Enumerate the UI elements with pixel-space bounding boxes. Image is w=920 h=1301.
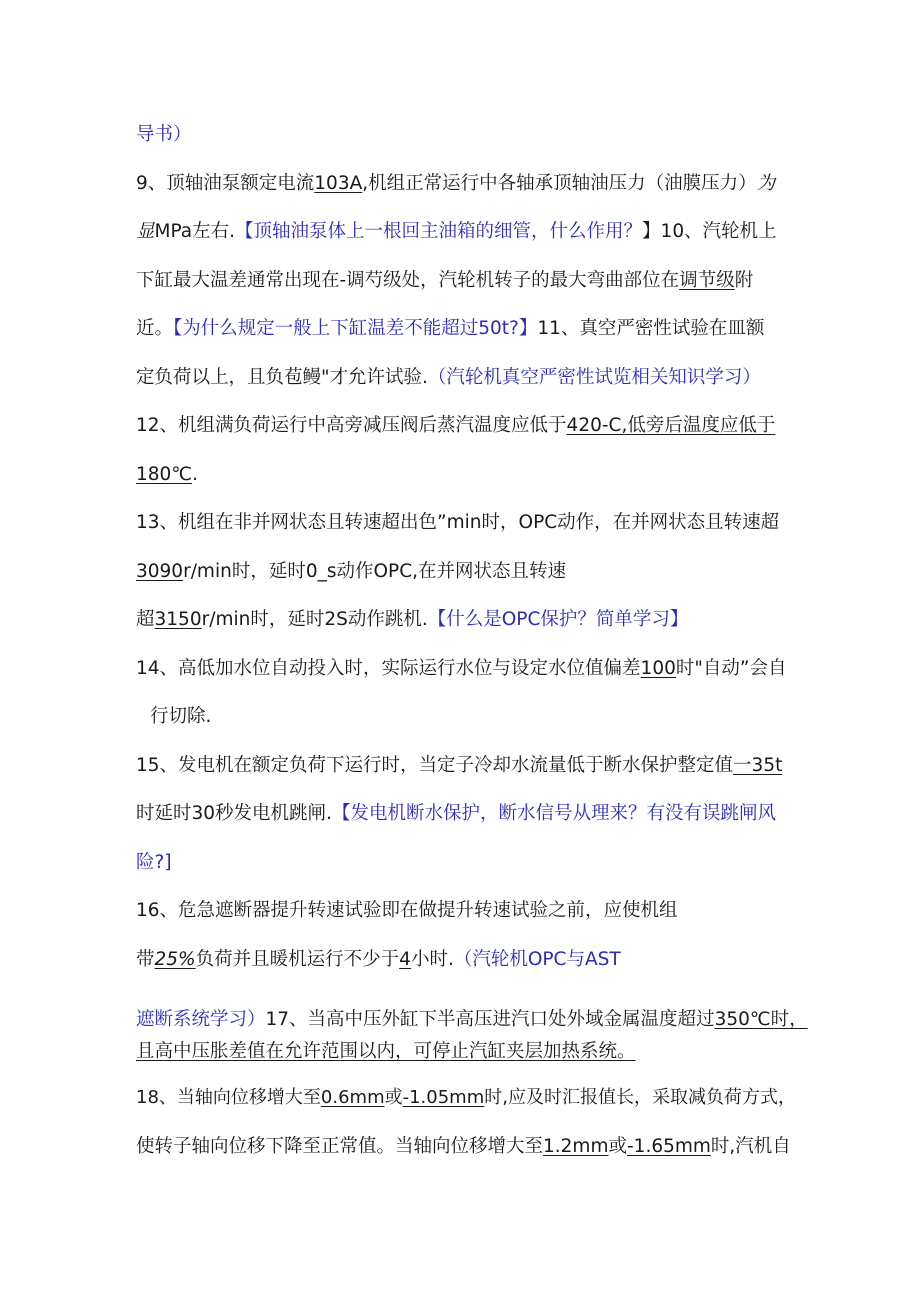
text-segment: r/min时，延时2S动作跳机.: [201, 609, 428, 630]
text-segment: 9、顶轴油泵额定电流: [136, 173, 315, 194]
underlined-value: -1.05mm: [402, 1087, 485, 1108]
text-segment: 小时.: [410, 949, 454, 970]
text-segment: 14、高低加水位自动投入时，实际运行水位与设定水位值偏差: [136, 658, 641, 679]
underlined-value: 3090: [136, 561, 184, 582]
blue-note: （汽轮机OPC与AST: [453, 949, 621, 970]
text-segment: r/min时，延时0_s动作OPC,在并网状态且转速: [183, 561, 566, 582]
line-9: [136, 510, 810, 536]
text-segment: 导书）: [136, 124, 192, 145]
line-5: [136, 316, 810, 342]
line-21: [136, 1085, 810, 1111]
text-segment: 定负荷以上，且负苞鳗"才允许试验.: [136, 367, 428, 388]
text-segment: 时延时30秒发电机跳闸.: [136, 803, 332, 824]
line-3: [136, 219, 810, 245]
line-19: [136, 1007, 810, 1033]
italic-text: 为: [756, 173, 776, 194]
line-4: [136, 268, 810, 294]
line-22: [136, 1134, 810, 1160]
underlined-value: 4: [399, 949, 411, 970]
line-6: [136, 365, 810, 391]
underlined-value: 350℃时，: [714, 1009, 808, 1030]
line-12: [136, 656, 810, 682]
line-11: [136, 607, 810, 633]
line-18: [136, 947, 810, 973]
text-segment: ,机组正常运行中各轴承顶轴油压力（油膜压力）: [362, 173, 757, 194]
line-17: [136, 898, 810, 924]
underlined-value: -1.65mm: [627, 1136, 711, 1157]
blue-note: 【顶轴油泵体上一根回主油箱的细管，什么作用？: [235, 221, 643, 242]
text-segment: 时,汽机自: [710, 1136, 791, 1157]
blue-note: 【什么是OPC保护？简单学习】: [427, 609, 689, 630]
underlined-value: 1.2mm: [543, 1136, 609, 1157]
text-segment: 17、当高中压外缸下半高压进汽口处外域金属温度超过: [265, 1009, 715, 1030]
text-segment: 】10、汽轮机上: [642, 221, 777, 242]
underlined-value: 一35t: [733, 755, 783, 776]
text-segment: MPa左右.: [154, 221, 236, 242]
underlined-value: 103A: [314, 173, 363, 194]
text-segment: 附: [734, 270, 754, 291]
text-segment: .: [192, 464, 198, 485]
italic-text: 显: [136, 221, 155, 242]
underlined-value: 180℃: [136, 464, 193, 485]
text-segment: 或: [608, 1136, 627, 1157]
line-10: [136, 559, 810, 585]
underlined-value: 3150: [154, 609, 202, 630]
text-segment: 13、机组在非并网状态且转速超出色”min时，OPC动作，在并网状态且转速超: [136, 512, 780, 533]
line-13: [136, 704, 810, 730]
line-8: [136, 462, 810, 488]
underlined-value: 25%: [154, 949, 196, 970]
text-segment: 时"自动”会自: [675, 658, 787, 679]
text-segment: 12、机组满负荷运行中高旁减压阀后蒸汽温度应低于: [136, 415, 567, 436]
text-segment: 超: [136, 609, 155, 630]
line-7: [136, 413, 810, 439]
underlined-value: 0.6mm: [320, 1087, 385, 1108]
text-segment: 18、当轴向位移增大至: [136, 1087, 321, 1108]
underlined-value: 420-C,低旁后温度应低于: [566, 415, 776, 436]
text-segment: 带: [136, 949, 155, 970]
text-segment: 负荷并且暖机运行不少于: [195, 949, 400, 970]
blue-note: 遮断系统学习）: [136, 1009, 266, 1030]
text-segment: 或: [384, 1087, 403, 1108]
line-20: [136, 1039, 810, 1065]
blue-note: 【发电机断水保护，断水信号从理来？有没有误跳闸风: [331, 803, 776, 824]
text-segment: 使转子轴向位移下降至正常值。当轴向位移增大至: [136, 1136, 544, 1157]
line-15: [136, 801, 810, 827]
line-16: [136, 850, 810, 876]
line-14: [136, 753, 810, 779]
text-segment: 15、发电机在额定负荷下运行时，当定子冷却水流量低于断水保护整定值: [136, 755, 734, 776]
text-segment: 行切除.: [150, 706, 212, 727]
underlined-sentence: 且高中压胀差值在允许范围以内，可停止汽缸夹层加热系统。: [136, 1041, 636, 1062]
blue-note: （汽轮机真空严密性试览相关知识学习）: [427, 367, 761, 388]
line-2: [136, 171, 810, 197]
underlined-value: 100: [640, 658, 676, 679]
underlined-value: 调节级: [679, 270, 735, 291]
blue-note: 【为什么规定一般上下缸温差不能超过50t?】: [173, 318, 538, 339]
text-segment: 16、危急遮断器提升转速试验即在做提升转速试验之前，应使机组: [136, 900, 678, 921]
line-1: [136, 122, 810, 148]
blue-note: 险?]: [136, 852, 172, 873]
text-segment: 下缸最大温差通常出现在-调芍级处，汽轮机转子的最大弯曲部位在: [136, 270, 680, 291]
text-segment: 11、真空严密性试验在皿额: [537, 318, 765, 339]
text-segment: 时,应及时汇报值长，采取减负荷方式，: [484, 1087, 796, 1108]
text-segment: 近。: [136, 318, 174, 339]
